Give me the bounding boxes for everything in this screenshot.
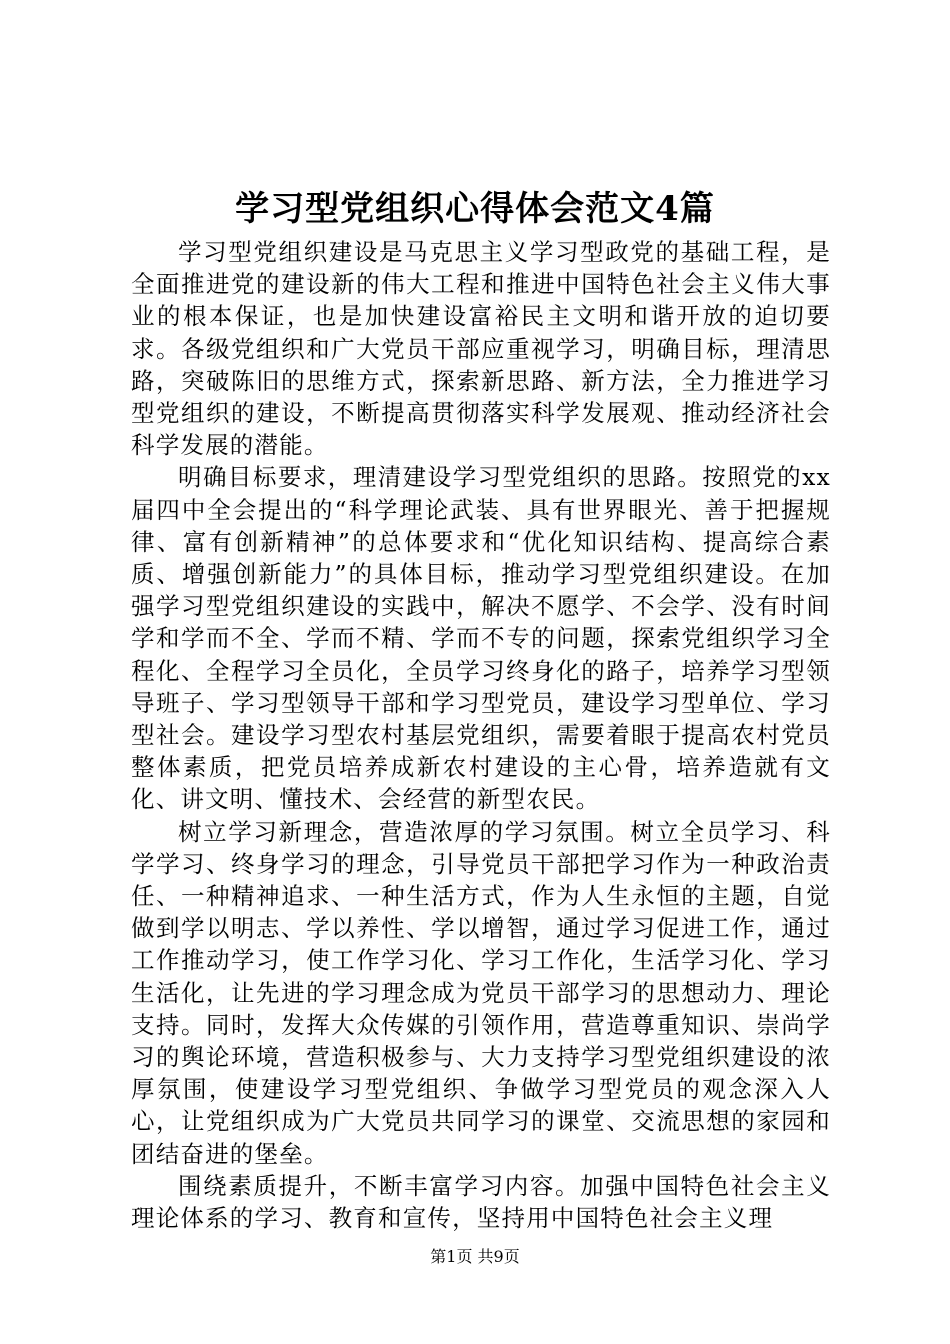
paragraph-4: 围绕素质提升，不断丰富学习内容。加强中国特色社会主义理论体系的学习、教育和宣传，坚持用中国特色社会主义理 — [131, 1171, 831, 1233]
paragraph-2: 明确目标要求，理清建设学习型党组织的思路。按照党的xx届四中全会提出的“科学理论武装、具有世界眼光、善于把握规律、富有创新精神”的总体要求和“优化知识结构、提高综合素质、增强创新能力”的具体目标，推动学习型党组织建设。在加强学习型党组织建设的实践中，解决不愿学、不会学、没有时间学和学而不全、学而不精、学而不专的问题，探索党组织学习全程化、全程学习全员化，全员学习终身化的路子，培养学习型领导班子、学习型领导干部和学习型党员，建设学习型单位、学习型社会。建设学习型农村基层党组织，需要着眼于提高农村党员整体素质，把党员培养成新农村建设的主心骨，培养造就有文化、讲文明、懂技术、会经营的新型农民。 — [131, 463, 831, 814]
paragraph-3: 树立学习新理念，营造浓厚的学习氛围。树立全员学习、科学学习、终身学习的理念，引导党员干部把学习作为一种政治责任、一种精神追求、一种生活方式，作为人生永恒的主题，自觉做到学以明志、学以养性、学以增智，通过学习促进工作，通过工作推动学习，使工作学习化、学习工作化，生活学习化、学习生活化，让先进的学习理念成为党员干部学习的思想动力、理论支持。同时，发挥大众传媒的引领作用，营造尊重知识、崇尚学习的舆论环境，营造积极参与、大力支持学习型党组织建设的浓厚氛围，使建设学习型党组织、争做学习型党员的观念深入人心，让党组织成为广大党员共同学习的课堂、交流思想的家园和团结奋进的堡垒。 — [131, 817, 831, 1168]
document-title: 学习型党组织心得体会范文4篇 — [235, 189, 715, 229]
document-body — [131, 236, 831, 1234]
paragraph-1: 学习型党组织建设是马克思主义学习型政党的基础工程，是全面推进党的建设新的伟大工程和推进中国特色社会主义伟大事业的根本保证，也是加快建设富裕民主文明和谐开放的迫切要求。各级党组织和广大党员干部应重视学习，明确目标，理清思路，突破陈旧的思维方式，探索新思路、新方法，全力推进学习型党组织的建设，不断提高贯彻落实科学发展观、推动经济社会科学发展的潜能。 — [131, 238, 831, 460]
page-footer: 第1页 共9页 — [430, 1247, 520, 1266]
